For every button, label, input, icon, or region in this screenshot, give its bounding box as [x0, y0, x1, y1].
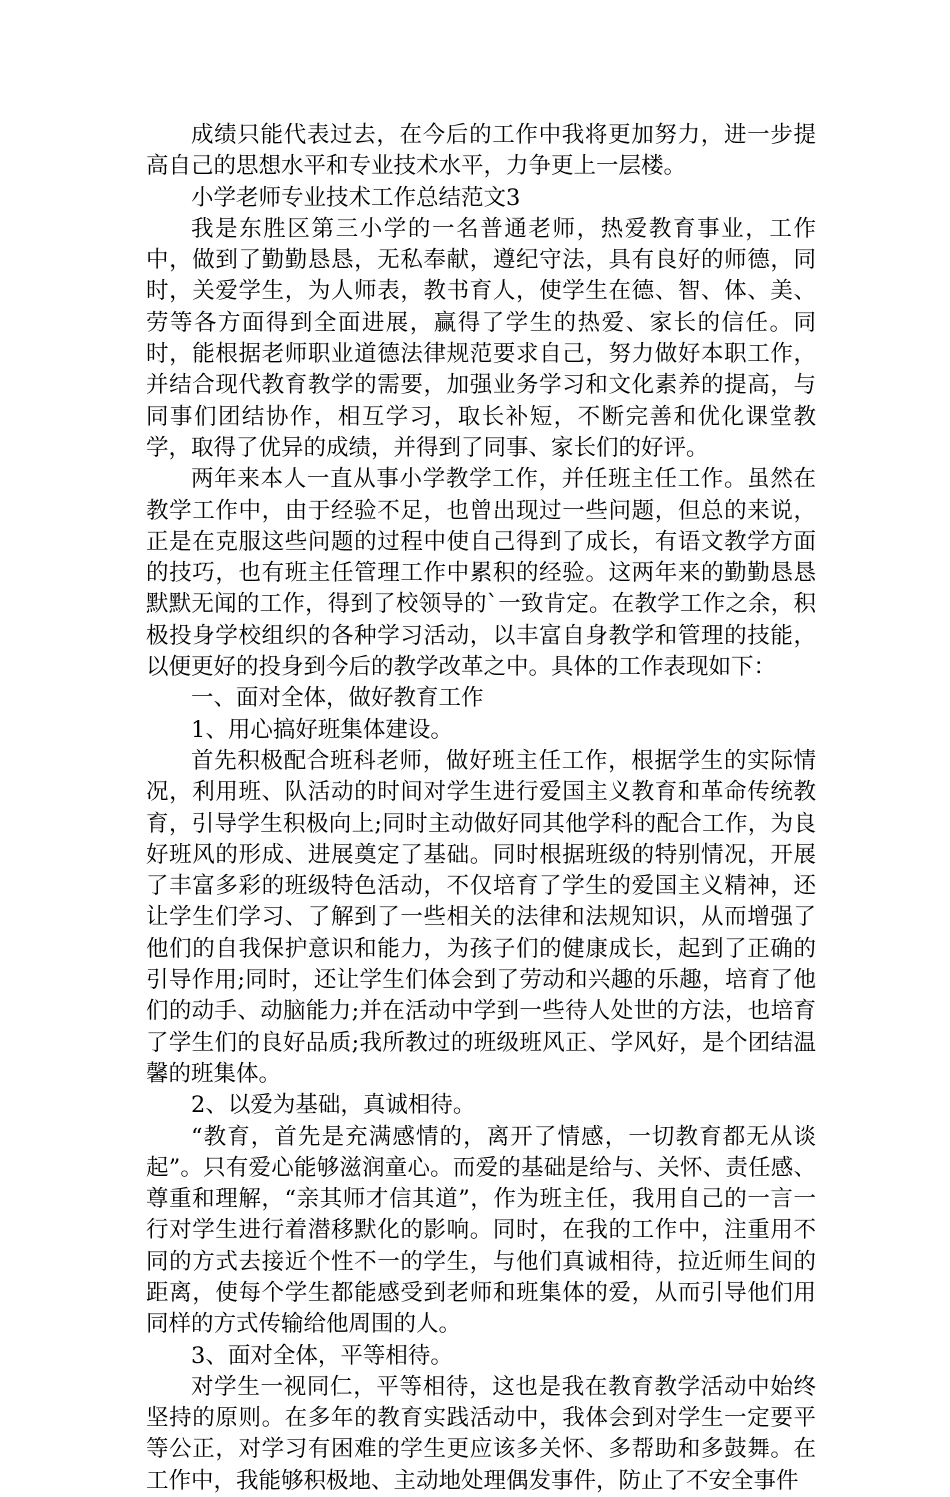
section-title: 小学老师专业技术工作总结范文3 — [191, 184, 521, 211]
subheading-love-foundation: 2、以爱为基础，真诚相待。 — [191, 1092, 476, 1119]
paragraph-equal-treatment: 对学生一视同仁，平等相待，这也是我在教育教学活动中始终坚持的原则。在多年的教育实践活动中，我体会到对学生一定要平等公正，对学习有困难的学生更应该多关怀、多帮助和多鼓舞。在工作中，我能够积极地、主动地处理偶发事件，防止了不安全事件 — [146, 1373, 816, 1494]
paragraph-introduction: 我是东胜区第三小学的一名普通老师，热爱教育事业，工作中，做到了勤勤恳恳，无私奉献，遵纪守法，具有良好的师德，同时，关爱学生，为人师表，教书育人，使学生在德、智、体、美、劳等各方面得到全面进展，赢得了学生的热爱、家长的信任。同时，能根据老师职业道德法律规范要求自己，努力做好本职工作，并结合现代教育教学的需要，加强业务学习和文化素养的提高，与同事们团结协作，相互学习，取长补短，不断完善和优化课堂教学，取得了优异的成绩，并得到了同事、家长们的好评。 — [146, 215, 816, 461]
document-body — [146, 120, 816, 1497]
heading-part-one: 一、面对全体，做好教育工作 — [191, 685, 484, 712]
paragraph-love-foundation: “教育，首先是充满感情的，离开了情感，一切教育都无从谈起”。只有爱心能够滋润童心。而爱的基础是给与、关怀、责任感、尊重和理解，“亲其师才信其道”，作为班主任，我用自己的一言一行对学生进行着潜移默化的影响。同时，在我的工作中，注重用不同的方式去接近个性不一的学生，与他们真诚相待，拉近师生间的距离，使每个学生都能感受到老师和班集体的爱，从而引导他们用同样的方式传输给他周围的人。 — [146, 1123, 816, 1338]
paragraph-closing-remark: 成绩只能代表过去，在今后的工作中我将更加努力，进一步提高自己的思想水平和专业技术水平，力争更上一层楼。 — [146, 122, 816, 180]
paragraph-class-building: 首先积极配合班科老师，做好班主任工作，根据学生的实际情况，利用班、队活动的时间对学生进行爱国主义教育和革命传统教育，引导学生积极向上;同时主动做好同其他学科的配合工作，为良好班风的形成、进展奠定了基础。同时根据班级的特别情况，开展了丰富多彩的班级特色活动，不仅培育了学生的爱国主义精神，还让学生们学习、了解到了一些相关的法律和法规知识，从而增强了他们的自我保护意识和能力，为孩子们的健康成长，起到了正确的引导作用;同时，还让学生们体会到了劳动和兴趣的乐趣，培育了他们的动手、动脑能力;并在活动中学到一些待人处世的方法，也培育了学生们的良好品质;我所教过的班级班风正、学风好，是个团结温馨的班集体。 — [146, 747, 816, 1087]
paragraph-two-years-experience: 两年来本人一直从事小学教学工作，并任班主任工作。虽然在教学工作中，由于经验不足，也曾出现过一些问题，但总的来说，正是在克服这些问题的过程中使自己得到了成长，有语文教学方面的技巧，也有班主任管理工作中累积的经验。这两年来的勤勤恳恳默默无闻的工作，得到了校领导的`一致肯定。在教学工作之余，积极投身学校组织的各种学习活动，以丰富自身教学和管理的技能，以便更好的投身到今后的教学改革之中。具体的工作表现如下： — [146, 466, 816, 681]
subheading-class-building: 1、用心搞好班集体建设。 — [191, 716, 453, 743]
subheading-equal-treatment: 3、面对全体，平等相待。 — [191, 1342, 453, 1369]
